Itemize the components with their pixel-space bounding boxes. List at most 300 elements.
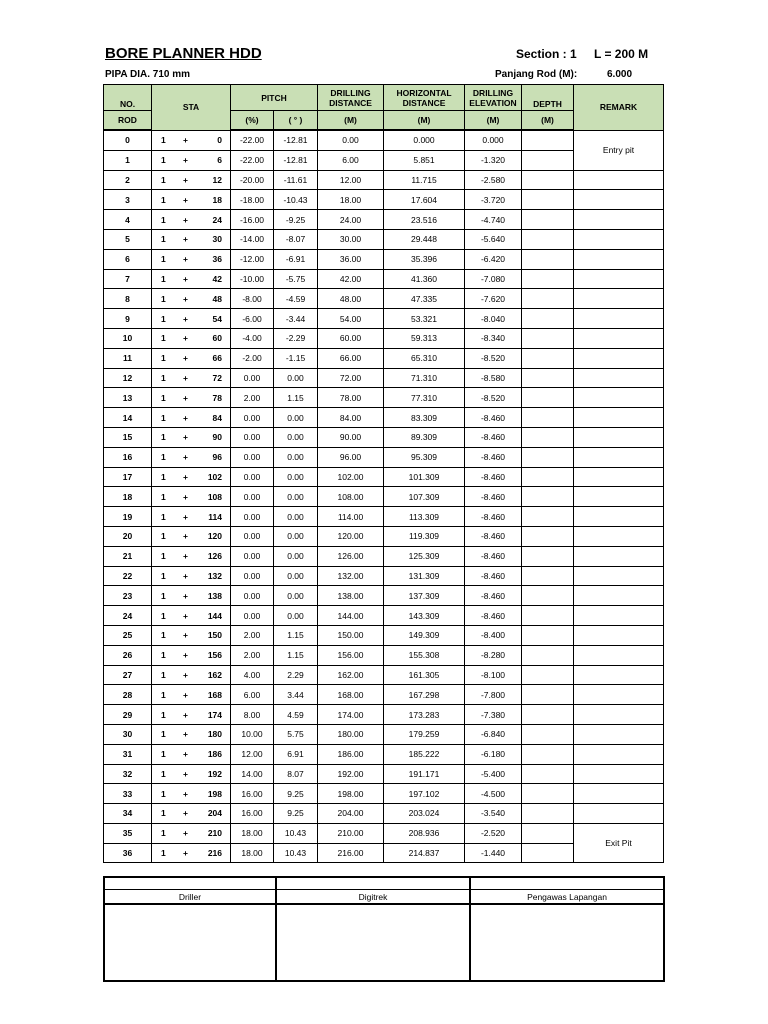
rod-number-cell: 19 xyxy=(104,507,152,527)
sta-plus: + xyxy=(183,610,188,621)
signature-table xyxy=(103,876,665,982)
sta-km: 1 xyxy=(161,689,166,700)
remark-entry-pit: Entry pit xyxy=(574,130,664,170)
table-row xyxy=(104,625,664,645)
sta-cell xyxy=(152,388,231,408)
sta-meter: 66 xyxy=(212,353,222,364)
depth-cell xyxy=(522,586,574,606)
sta-km: 1 xyxy=(161,590,166,601)
sta-plus: + xyxy=(183,254,188,265)
drilling-distance-cell: 204.00 xyxy=(318,804,384,824)
sta-meter: 96 xyxy=(212,452,222,463)
rod-number-cell: 23 xyxy=(104,586,152,606)
horizontal-distance-cell: 83.309 xyxy=(384,408,465,428)
horizontal-distance-cell: 89.309 xyxy=(384,427,465,447)
depth-cell xyxy=(522,130,574,150)
sta-km: 1 xyxy=(161,630,166,641)
table-row xyxy=(104,427,664,447)
col-pitch-percent: (%) xyxy=(231,111,274,131)
signature-label-supervisor: Pengawas Lapangan xyxy=(470,890,664,905)
depth-cell xyxy=(522,388,574,408)
sta-meter: 42 xyxy=(212,273,222,284)
rod-number-cell: 21 xyxy=(104,546,152,566)
sta-cell xyxy=(152,309,231,329)
drilling-distance-cell: 108.00 xyxy=(318,487,384,507)
col-no: NO. xyxy=(104,85,152,111)
depth-cell xyxy=(522,210,574,230)
rod-length-label: Panjang Rod (M): xyxy=(495,69,578,80)
drilling-distance-cell: 216.00 xyxy=(318,843,384,863)
pitch-percent-cell: -18.00 xyxy=(231,190,274,210)
table-row xyxy=(104,348,664,368)
pitch-degree-cell: 2.29 xyxy=(274,665,318,685)
rod-number-cell: 16 xyxy=(104,447,152,467)
table-row xyxy=(104,526,664,546)
pitch-percent-cell: -8.00 xyxy=(231,289,274,309)
rod-number-cell: 22 xyxy=(104,566,152,586)
table-row xyxy=(104,507,664,527)
rod-number-cell: 28 xyxy=(104,685,152,705)
pitch-percent-cell: -20.00 xyxy=(231,170,274,190)
pitch-percent-cell: -14.00 xyxy=(231,229,274,249)
sta-meter: 108 xyxy=(207,491,222,502)
drilling-distance-cell: 132.00 xyxy=(318,566,384,586)
drilling-elevation-cell: -8.460 xyxy=(465,546,522,566)
pitch-percent-cell: 18.00 xyxy=(231,843,274,863)
sta-km: 1 xyxy=(161,511,166,522)
table-row xyxy=(104,408,664,428)
sta-meter: 54 xyxy=(212,313,222,324)
sta-meter: 150 xyxy=(207,630,222,641)
sta-plus: + xyxy=(183,808,188,819)
table-row xyxy=(104,289,664,309)
remark-cell xyxy=(574,210,664,230)
rod-number-cell: 13 xyxy=(104,388,152,408)
depth-cell xyxy=(522,606,574,626)
pitch-percent-cell: 2.00 xyxy=(231,645,274,665)
rod-number-cell: 26 xyxy=(104,645,152,665)
sta-km: 1 xyxy=(161,194,166,205)
rod-number-cell: 10 xyxy=(104,328,152,348)
pitch-degree-cell: -4.59 xyxy=(274,289,318,309)
depth-cell xyxy=(522,546,574,566)
rod-number-cell: 30 xyxy=(104,724,152,744)
depth-cell xyxy=(522,685,574,705)
sta-km: 1 xyxy=(161,333,166,344)
sta-km: 1 xyxy=(161,551,166,562)
sta-cell xyxy=(152,190,231,210)
pitch-percent-cell: 0.00 xyxy=(231,368,274,388)
table-row xyxy=(104,309,664,329)
pitch-degree-cell: 5.75 xyxy=(274,724,318,744)
drilling-distance-cell: 6.00 xyxy=(318,150,384,170)
remark-cell xyxy=(574,487,664,507)
remark-cell xyxy=(574,368,664,388)
col-rod: ROD xyxy=(104,111,152,131)
sta-cell xyxy=(152,368,231,388)
drilling-elevation-cell: -8.400 xyxy=(465,625,522,645)
sta-plus: + xyxy=(183,669,188,680)
rod-number-cell: 15 xyxy=(104,427,152,447)
depth-cell xyxy=(522,645,574,665)
col-drilling-distance-unit: (M) xyxy=(318,111,384,131)
pitch-degree-cell: 4.59 xyxy=(274,705,318,725)
depth-cell xyxy=(522,368,574,388)
remark-cell xyxy=(574,744,664,764)
bore-plan-table xyxy=(103,84,664,863)
sta-km: 1 xyxy=(161,848,166,859)
remark-cell xyxy=(574,170,664,190)
sta-cell xyxy=(152,289,231,309)
sta-cell xyxy=(152,408,231,428)
drilling-distance-cell: 78.00 xyxy=(318,388,384,408)
horizontal-distance-cell: 113.309 xyxy=(384,507,465,527)
sta-cell xyxy=(152,724,231,744)
pitch-degree-cell: 0.00 xyxy=(274,487,318,507)
pitch-degree-cell: 0.00 xyxy=(274,546,318,566)
table-row xyxy=(104,229,664,249)
sta-km: 1 xyxy=(161,372,166,383)
drilling-elevation-cell: -6.840 xyxy=(465,724,522,744)
sta-km: 1 xyxy=(161,788,166,799)
remark-cell xyxy=(574,309,664,329)
sta-plus: + xyxy=(183,590,188,601)
sta-plus: + xyxy=(183,570,188,581)
pitch-percent-cell: 12.00 xyxy=(231,744,274,764)
col-pitch: PITCH xyxy=(231,85,318,111)
pitch-percent-cell: -22.00 xyxy=(231,150,274,170)
pitch-degree-cell: 0.00 xyxy=(274,427,318,447)
drilling-elevation-cell: -7.380 xyxy=(465,705,522,725)
table-row xyxy=(104,744,664,764)
document-title: BORE PLANNER HDD xyxy=(105,45,262,62)
pitch-percent-cell: -4.00 xyxy=(231,328,274,348)
table-row xyxy=(104,665,664,685)
rod-number-cell: 0 xyxy=(104,130,152,150)
col-drilling-elevation-unit: (M) xyxy=(465,111,522,131)
depth-cell xyxy=(522,467,574,487)
sta-km: 1 xyxy=(161,828,166,839)
table-row xyxy=(104,586,664,606)
sta-km: 1 xyxy=(161,254,166,265)
drilling-distance-cell: 192.00 xyxy=(318,764,384,784)
drilling-elevation-cell: -8.460 xyxy=(465,408,522,428)
sta-km: 1 xyxy=(161,273,166,284)
horizontal-distance-cell: 5.851 xyxy=(384,150,465,170)
drilling-elevation-cell: -8.460 xyxy=(465,566,522,586)
sta-meter: 174 xyxy=(207,709,222,720)
drilling-elevation-cell: -8.460 xyxy=(465,606,522,626)
drilling-elevation-cell: -2.520 xyxy=(465,823,522,843)
pitch-percent-cell: -12.00 xyxy=(231,249,274,269)
signature-box-digitrek xyxy=(276,904,470,981)
sta-km: 1 xyxy=(161,669,166,680)
table-row xyxy=(104,546,664,566)
col-drilling-elevation: DRILLING ELEVATION xyxy=(465,85,522,111)
rod-number-cell: 14 xyxy=(104,408,152,428)
pitch-percent-cell: 0.00 xyxy=(231,526,274,546)
remark-cell xyxy=(574,645,664,665)
horizontal-distance-cell: 125.309 xyxy=(384,546,465,566)
table-row xyxy=(104,705,664,725)
pitch-percent-cell: 0.00 xyxy=(231,507,274,527)
sta-cell xyxy=(152,804,231,824)
drilling-elevation-cell: -8.460 xyxy=(465,586,522,606)
bore-plan-rows xyxy=(104,130,664,863)
pitch-percent-cell: 14.00 xyxy=(231,764,274,784)
pitch-degree-cell: 9.25 xyxy=(274,784,318,804)
horizontal-distance-cell: 185.222 xyxy=(384,744,465,764)
sta-plus: + xyxy=(183,749,188,760)
pitch-percent-cell: 0.00 xyxy=(231,546,274,566)
remark-cell xyxy=(574,724,664,744)
horizontal-distance-cell: 137.309 xyxy=(384,586,465,606)
col-depth-unit: (M) xyxy=(522,111,574,131)
sta-plus: + xyxy=(183,392,188,403)
signature-box-supervisor xyxy=(470,904,664,981)
sta-plus: + xyxy=(183,432,188,443)
depth-cell xyxy=(522,447,574,467)
drilling-distance-cell: 18.00 xyxy=(318,190,384,210)
table-row xyxy=(104,784,664,804)
drilling-elevation-cell: -8.100 xyxy=(465,665,522,685)
signature-top-blank xyxy=(470,877,664,890)
sta-km: 1 xyxy=(161,749,166,760)
rod-number-cell: 4 xyxy=(104,210,152,230)
pitch-degree-cell: -3.44 xyxy=(274,309,318,329)
depth-cell xyxy=(522,705,574,725)
pitch-percent-cell: 6.00 xyxy=(231,685,274,705)
sta-meter: 138 xyxy=(207,590,222,601)
table-row xyxy=(104,606,664,626)
sta-meter: 126 xyxy=(207,551,222,562)
remark-cell xyxy=(574,328,664,348)
sta-meter: 12 xyxy=(212,174,222,185)
sta-km: 1 xyxy=(161,155,166,166)
table-row xyxy=(104,170,664,190)
sta-meter: 186 xyxy=(207,749,222,760)
rod-number-cell: 12 xyxy=(104,368,152,388)
table-row xyxy=(104,388,664,408)
horizontal-distance-cell: 203.024 xyxy=(384,804,465,824)
sta-plus: + xyxy=(183,788,188,799)
remark-cell xyxy=(574,784,664,804)
pitch-degree-cell: -12.81 xyxy=(274,130,318,150)
pipe-diameter-label: PIPA DIA. 710 mm xyxy=(105,69,191,80)
horizontal-distance-cell: 101.309 xyxy=(384,467,465,487)
table-row xyxy=(104,823,664,843)
sta-plus: + xyxy=(183,234,188,245)
signature-label-driller: Driller xyxy=(104,890,276,905)
horizontal-distance-cell: 208.936 xyxy=(384,823,465,843)
drilling-elevation-cell: -8.520 xyxy=(465,388,522,408)
sta-cell xyxy=(152,625,231,645)
drilling-distance-cell: 84.00 xyxy=(318,408,384,428)
drilling-elevation-cell: -8.280 xyxy=(465,645,522,665)
drilling-elevation-cell: -5.400 xyxy=(465,764,522,784)
pitch-degree-cell: 0.00 xyxy=(274,586,318,606)
sta-cell xyxy=(152,823,231,843)
remark-cell xyxy=(574,566,664,586)
drilling-distance-cell: 60.00 xyxy=(318,328,384,348)
sta-meter: 162 xyxy=(207,669,222,680)
sta-cell xyxy=(152,427,231,447)
drilling-distance-cell: 36.00 xyxy=(318,249,384,269)
drilling-elevation-cell: -7.080 xyxy=(465,269,522,289)
sta-plus: + xyxy=(183,768,188,779)
sta-cell xyxy=(152,229,231,249)
pitch-degree-cell: 1.15 xyxy=(274,625,318,645)
depth-cell xyxy=(522,328,574,348)
table-row xyxy=(104,447,664,467)
sta-cell xyxy=(152,507,231,527)
horizontal-distance-cell: 65.310 xyxy=(384,348,465,368)
sta-cell xyxy=(152,348,231,368)
sta-cell xyxy=(152,249,231,269)
table-row xyxy=(104,487,664,507)
rod-number-cell: 3 xyxy=(104,190,152,210)
pitch-degree-cell: 0.00 xyxy=(274,566,318,586)
drilling-distance-cell: 96.00 xyxy=(318,447,384,467)
sta-cell xyxy=(152,744,231,764)
col-horizontal-distance-unit: (M) xyxy=(384,111,465,131)
pitch-percent-cell: 0.00 xyxy=(231,408,274,428)
horizontal-distance-cell: 107.309 xyxy=(384,487,465,507)
drilling-distance-cell: 210.00 xyxy=(318,823,384,843)
sta-meter: 90 xyxy=(212,432,222,443)
sta-plus: + xyxy=(183,273,188,284)
horizontal-distance-cell: 29.448 xyxy=(384,229,465,249)
depth-cell xyxy=(522,526,574,546)
sta-plus: + xyxy=(183,313,188,324)
sta-meter: 102 xyxy=(207,471,222,482)
sta-meter: 72 xyxy=(212,372,222,383)
table-row xyxy=(104,467,664,487)
pitch-degree-cell: 0.00 xyxy=(274,507,318,527)
pitch-degree-cell: 0.00 xyxy=(274,606,318,626)
horizontal-distance-cell: 167.298 xyxy=(384,685,465,705)
pitch-degree-cell: 6.91 xyxy=(274,744,318,764)
depth-cell xyxy=(522,804,574,824)
pitch-degree-cell: 0.00 xyxy=(274,526,318,546)
pitch-degree-cell: 1.15 xyxy=(274,645,318,665)
sta-plus: + xyxy=(183,650,188,661)
depth-cell xyxy=(522,427,574,447)
rod-number-cell: 8 xyxy=(104,289,152,309)
sta-meter: 48 xyxy=(212,293,222,304)
table-row xyxy=(104,566,664,586)
depth-cell xyxy=(522,744,574,764)
sta-plus: + xyxy=(183,729,188,740)
depth-cell xyxy=(522,665,574,685)
horizontal-distance-cell: 119.309 xyxy=(384,526,465,546)
depth-cell xyxy=(522,784,574,804)
rod-length-value: 6.000 xyxy=(607,69,633,80)
horizontal-distance-cell: 179.259 xyxy=(384,724,465,744)
drilling-elevation-cell: -8.460 xyxy=(465,467,522,487)
sta-km: 1 xyxy=(161,491,166,502)
drilling-distance-cell: 120.00 xyxy=(318,526,384,546)
drilling-distance-cell: 198.00 xyxy=(318,784,384,804)
drilling-elevation-cell: -8.460 xyxy=(465,427,522,447)
sta-cell xyxy=(152,210,231,230)
sta-cell xyxy=(152,546,231,566)
horizontal-distance-cell: 131.309 xyxy=(384,566,465,586)
drilling-distance-cell: 150.00 xyxy=(318,625,384,645)
drilling-elevation-cell: -6.420 xyxy=(465,249,522,269)
sta-km: 1 xyxy=(161,135,166,146)
sta-meter: 156 xyxy=(207,650,222,661)
pitch-percent-cell: 0.00 xyxy=(231,606,274,626)
sta-km: 1 xyxy=(161,570,166,581)
drilling-elevation-cell: -7.620 xyxy=(465,289,522,309)
pitch-percent-cell: 0.00 xyxy=(231,566,274,586)
sta-cell xyxy=(152,467,231,487)
pitch-degree-cell: -8.07 xyxy=(274,229,318,249)
sta-km: 1 xyxy=(161,353,166,364)
drilling-distance-cell: 126.00 xyxy=(318,546,384,566)
pitch-percent-cell: 18.00 xyxy=(231,823,274,843)
sta-plus: + xyxy=(183,511,188,522)
pitch-percent-cell: 0.00 xyxy=(231,487,274,507)
col-drilling-distance: DRILLING DISTANCE xyxy=(318,85,384,111)
sta-meter: 198 xyxy=(207,788,222,799)
horizontal-distance-cell: 17.604 xyxy=(384,190,465,210)
sta-meter: 0 xyxy=(217,135,222,146)
rod-number-cell: 36 xyxy=(104,843,152,863)
drilling-distance-cell: 144.00 xyxy=(318,606,384,626)
rod-number-cell: 2 xyxy=(104,170,152,190)
horizontal-distance-cell: 155.308 xyxy=(384,645,465,665)
remark-cell xyxy=(574,427,664,447)
pitch-percent-cell: 2.00 xyxy=(231,388,274,408)
drilling-distance-cell: 180.00 xyxy=(318,724,384,744)
sta-cell xyxy=(152,150,231,170)
drilling-elevation-cell: -4.740 xyxy=(465,210,522,230)
rod-number-cell: 9 xyxy=(104,309,152,329)
sta-plus: + xyxy=(183,491,188,502)
pitch-percent-cell: 10.00 xyxy=(231,724,274,744)
remark-cell xyxy=(574,348,664,368)
depth-cell xyxy=(522,566,574,586)
horizontal-distance-cell: 173.283 xyxy=(384,705,465,725)
remark-cell xyxy=(574,546,664,566)
drilling-elevation-cell: -3.540 xyxy=(465,804,522,824)
sta-meter: 168 xyxy=(207,689,222,700)
horizontal-distance-cell: 41.360 xyxy=(384,269,465,289)
sta-plus: + xyxy=(183,155,188,166)
pitch-degree-cell: 1.15 xyxy=(274,388,318,408)
remark-cell xyxy=(574,289,664,309)
sta-cell xyxy=(152,487,231,507)
pitch-degree-cell: -12.81 xyxy=(274,150,318,170)
signature-label-digitrek: Digitrek xyxy=(276,890,470,905)
pitch-degree-cell: -6.91 xyxy=(274,249,318,269)
drilling-elevation-cell: -8.520 xyxy=(465,348,522,368)
depth-cell xyxy=(522,348,574,368)
sta-meter: 216 xyxy=(207,848,222,859)
sta-meter: 114 xyxy=(208,511,222,522)
rod-number-cell: 27 xyxy=(104,665,152,685)
sta-meter: 36 xyxy=(212,254,222,265)
pitch-percent-cell: 2.00 xyxy=(231,625,274,645)
remark-cell xyxy=(574,526,664,546)
rod-number-cell: 5 xyxy=(104,229,152,249)
sta-plus: + xyxy=(183,214,188,225)
remark-cell xyxy=(574,249,664,269)
drilling-distance-cell: 66.00 xyxy=(318,348,384,368)
horizontal-distance-cell: 149.309 xyxy=(384,625,465,645)
